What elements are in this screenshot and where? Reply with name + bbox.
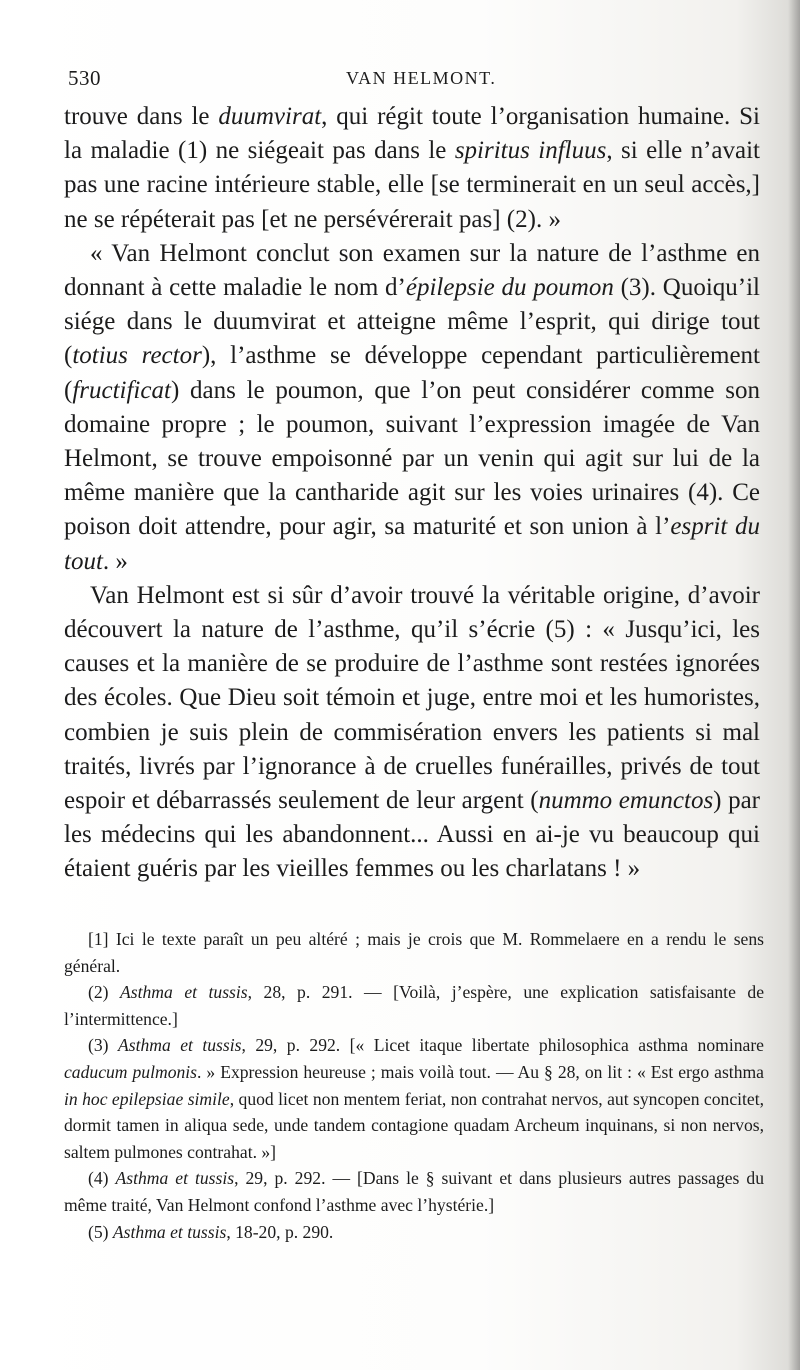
footnote-text: , quod licet non mentem feriat, non contrahat nervos, aut syncopen concitet, dormit tamen in aliqua sede, unde tandem contagione quadam Archeum inquinans, si non nervos, saltem pulmones contrahat. »] [64, 1088, 764, 1162]
footnote-source: Asthma et tussis [115, 1168, 235, 1189]
text-run: , qui régit toute l’organisation humaine. Si la maladie (1) ne siégeait pas dans le [64, 103, 761, 165]
italic-term: spiritus influus [454, 137, 607, 165]
text-run: . » [102, 547, 128, 575]
italic-term: caducum pulmonis [64, 1061, 198, 1082]
footnote-text: , 29, p. 292. — [Dans le § suivant et dans plusieurs autres passages du même traité, Van Helmont confond l’asthme avec l’hystérie.] [64, 1168, 764, 1215]
text-run: ) dans le poumon, que l’on peut considérer comme son domaine propre ; le poumon, suivant l’expression imagée de Van Helmont, se trouve empoisonné par un venin qui agit sur lui de la même manière que la cantharide agit sur les voies urinaires (4). Ce poison doit attendre, pour agir, sa maturité et son union à l’ [64, 376, 760, 541]
footnote-marker: (4) [88, 1168, 116, 1189]
footnote-source: Asthma et tussis [112, 1221, 227, 1242]
text-run: ), l’asthme se développe cependant particulièrement ( [64, 342, 760, 404]
italic-term: fructificat [72, 376, 171, 404]
italic-term: duumvirat [218, 103, 322, 130]
text-run: ) par les médecins qui les abandonnent... Aussi en ai-je vu beaucoup qui étaient guéris par les vieilles femmes ou les charlatans ! » [64, 787, 760, 883]
paragraph-2 [64, 237, 760, 579]
footnote-text: [1] Ici le texte paraît un peu altéré ; mais je crois que M. Rommelaere en a rendu le sens général. [64, 929, 764, 976]
footnote-marker: (3) [88, 1035, 118, 1056]
italic-term: nummo emunctos [538, 787, 714, 815]
text-run: Van Helmont est si sûr d’avoir trouvé la véritable origine, d’avoir découvert la nature de l’asthme, qu’il s’écrie (5) : « Jusqu’ici, les causes et la manière de se produire de l’asthme sont restées ignorées des écoles. Que Dieu soit témoin et juge, entre moi et les humoristes, combien je suis plein de commisération envers les patients si mal traités, livrés par l’ignorance à de cruelles funérailles, privés de tout espoir et débarrassés seulement de leur argent ( [64, 581, 760, 815]
text-run: « Van Helmont conclut son examen sur la nature de l’asthme en donnant à cette maladie le nom d’ [64, 239, 760, 302]
footnote-3 [64, 1032, 764, 1165]
text-run: , si elle n’avait pas une racine intérieure stable, elle [se terminerait en un seul accès,] ne se répéterait pas [et ne persévérerait pas] (2). » [64, 137, 760, 233]
page-edge-shadow [788, 0, 800, 1370]
footnotes [64, 926, 764, 1245]
running-head: VAN HELMONT. [346, 68, 497, 88]
text-run: (3). Quoiqu’il siége dans le duumvirat et atteigne même l’esprit, qui dirige tout ( [64, 274, 760, 370]
page-number: 530 [68, 66, 101, 90]
footnote-5 [64, 1219, 764, 1246]
footnote-text: . » Expression heureuse ; mais voilà tout. — Au § 28, on lit : « Est ergo asthma [197, 1061, 764, 1082]
footnote-text: , 28, p. 291. — [Voilà, j’espère, une explication satisfaisante de l’intermittence.] [64, 982, 764, 1029]
footnote-marker: (5) [88, 1221, 113, 1242]
text-run: trouve dans le [64, 103, 219, 130]
footnote-4 [64, 1165, 764, 1218]
italic-term: totius rector [72, 342, 202, 370]
footnote-source: Asthma et tussis [120, 982, 248, 1003]
italic-term: épilepsie du poumon [405, 274, 614, 302]
italic-term: in hoc epilepsiae simile [64, 1088, 230, 1109]
footnote-source: Asthma et tussis [117, 1035, 242, 1056]
footnote-marker: (2) [88, 982, 121, 1003]
footnote-1 [64, 926, 764, 979]
main-text [64, 100, 760, 887]
page-header [68, 66, 762, 96]
footnote-text: , 29, p. 292. [« Licet itaque libertate philosophica asthma nominare [241, 1035, 764, 1056]
footnote-2 [64, 979, 764, 1032]
footnote-text: , 18-20, p. 290. [226, 1221, 334, 1242]
paragraph-3 [64, 579, 760, 887]
italic-term: esprit du tout [64, 513, 760, 575]
paragraph-1 [64, 100, 760, 237]
